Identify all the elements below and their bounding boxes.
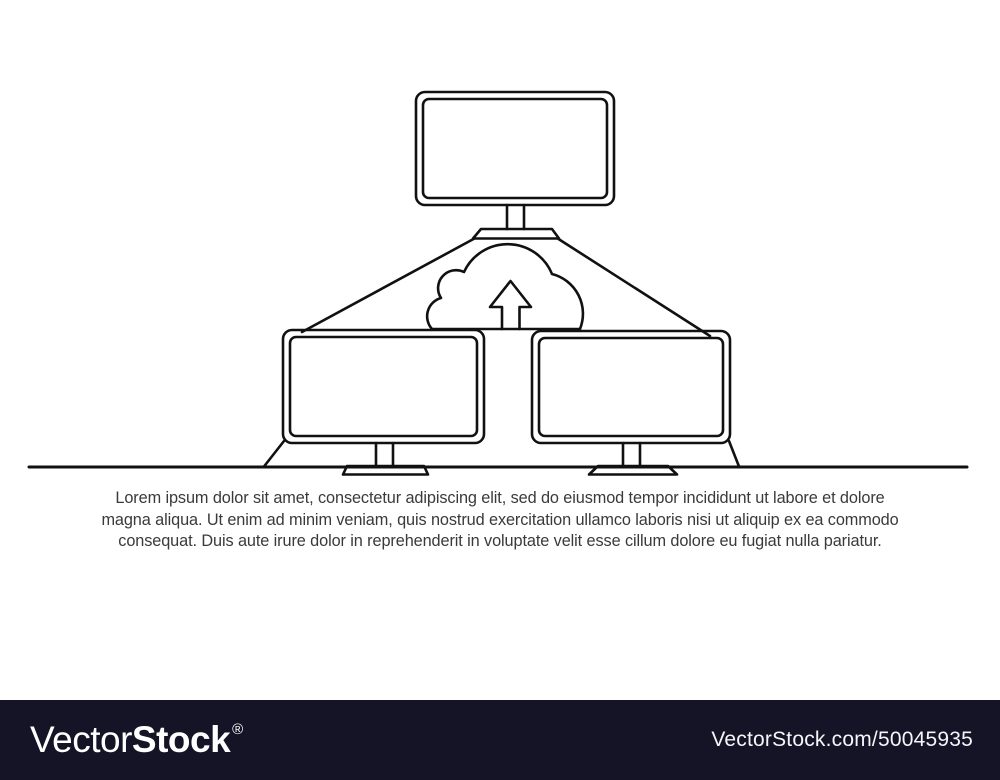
left-monitor [264, 330, 484, 475]
right-monitor-frame [532, 331, 730, 443]
watermark-url: VectorStock.com/50045935 [711, 728, 973, 751]
left-monitor-ground-link [264, 441, 284, 467]
caption-text [0, 488, 1000, 553]
vectorstock-logo [30, 719, 243, 761]
registered-trademark-icon: ® [232, 721, 243, 738]
caption-line-1: Lorem ipsum dolor sit amet, consectetur adipiscing elit, sed do eiusmod tempor incididunt ut labore et dolore [115, 489, 885, 507]
caption-line-3: consequat. Duis aute irure dolor in reprehenderit in voluptate velit esse cillum dolore eu fugiat nulla pariatur. [118, 532, 882, 550]
watermark-bar [0, 700, 1000, 780]
left-monitor-stand [376, 443, 393, 466]
left-connector-line [302, 239, 474, 332]
cloud-upload-icon [427, 244, 583, 329]
logo-part-stock: Stock [131, 719, 231, 760]
right-monitor-ground-link [729, 441, 739, 467]
top-monitor-screen [423, 99, 607, 198]
left-monitor-frame [283, 330, 484, 443]
left-monitor-screen [290, 337, 477, 436]
top-monitor-base [473, 229, 559, 239]
right-monitor [532, 331, 739, 475]
caption-line-2: magna aliqua. Ut enim ad minim veniam, quis nostrud exercitation ullamco laboris nisi ut aliquip ex ea commodo [101, 510, 899, 529]
right-monitor-stand [623, 443, 640, 466]
right-monitor-screen [539, 338, 723, 436]
top-monitor-stand [507, 205, 524, 229]
top-monitor [416, 92, 614, 239]
logo-part-vector: Vector [30, 719, 132, 760]
upload-arrow-icon [490, 281, 531, 329]
top-monitor-frame [416, 92, 614, 205]
